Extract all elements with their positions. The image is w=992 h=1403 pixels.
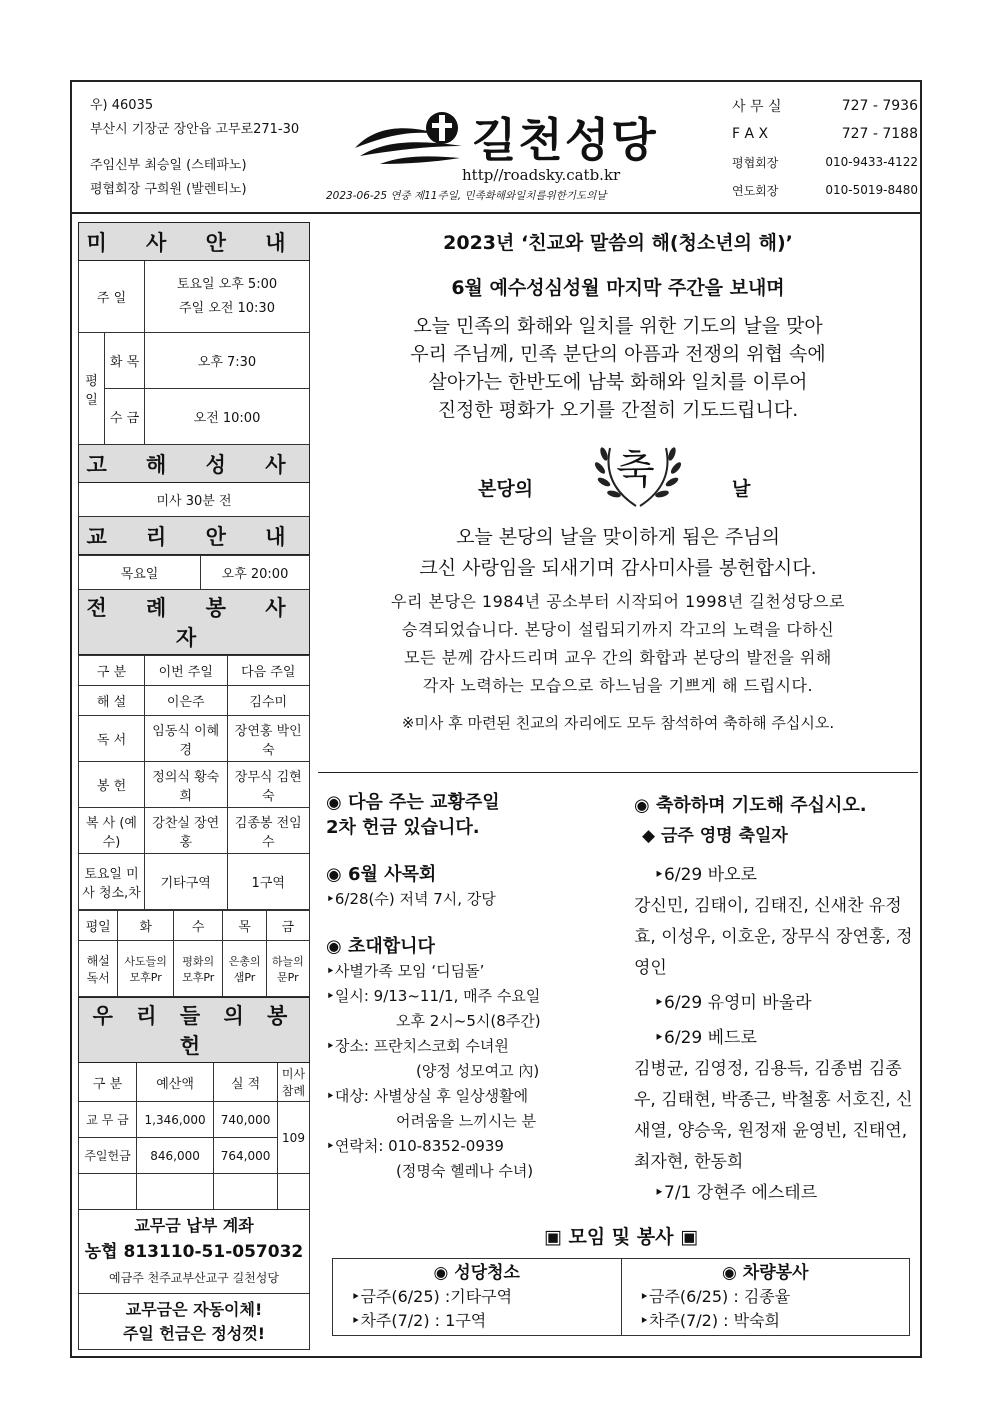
- feastday-names: 강신민, 김태이, 김태진, 신새찬 유정효, 이성우, 이호운, 장무식 장연홍, 정영인: [634, 896, 913, 978]
- contact-fax: F A X 727 - 7188: [732, 126, 918, 142]
- pastor: 주임신부 최승일 (스테파노): [90, 158, 247, 173]
- meetings-section: [332, 1222, 910, 1336]
- weekday-days-2: 수 금: [105, 389, 145, 445]
- weekday-label: 평 일: [79, 333, 105, 445]
- reminder-box: 교무금은 자동이체! 주일 헌금은 정성껏!: [79, 1294, 310, 1350]
- sunday-times: 토요일 오후 5:00 주일 오전 10:30: [145, 261, 310, 333]
- pastoral-text: ‣6/28(수) 저녁 7시, 강당: [326, 890, 496, 908]
- address: 부산시 기장군 장안읍 고무로271-30: [90, 122, 300, 137]
- table-row: 교 무 금 1,346,000 740,000 109: [79, 1102, 310, 1138]
- feast-left: 본당의: [478, 478, 534, 500]
- fellowship-note: ※미사 후 마련된 친교의 자리에도 모두 참석하여 축하해 주십시오.: [401, 714, 835, 732]
- feastday-subtitle: ◆ 금주 영명 축일자: [642, 826, 788, 846]
- confession-text: 미사 30분 전: [79, 483, 310, 517]
- contact-memorial: 연도회장 010-5019-8480: [732, 183, 918, 198]
- feastday-date: ‣6/29 바오로: [654, 865, 757, 885]
- table-row: 해 설 이은주 김수미: [79, 686, 310, 716]
- feastday-date: ‣6/29 베드로: [654, 1028, 757, 1048]
- mass-table: [78, 222, 310, 555]
- church-logo: [326, 100, 732, 210]
- invite-title: ◉ 초대합니다: [326, 936, 435, 957]
- header-left: [90, 94, 299, 202]
- account-box: 교무금 납부 계좌 농협 813110-51-057032 예금주 천주교부산교구 길천성당: [79, 1210, 310, 1294]
- car-service-column: ◉ 차량봉사 ‣금주(6/25) : 김종율 ‣차주(7/2) : 박숙희: [621, 1259, 910, 1335]
- confession-title: 고 해 성 사: [79, 445, 310, 483]
- liturgy-table: 구 분 이번 주일 다음 주일 해 설 이은주 김수미 독 서 임동식 이혜경 장연홍 박인숙 봉 헌 정의식 황숙희 장무식 김현숙 복 사 (예수) 강찬실 장연홍 김종봉 전임수 토요일 미 사 청소,차 기타구역 1구역: [78, 655, 310, 910]
- meetings-box: [332, 1258, 910, 1336]
- feast-banner: [318, 434, 918, 516]
- offering-table: 우 리 들 의 봉 헌 구 분 예산액 실 적 미사 참례 교 무 금 1,346,000 740,000 109 주일헌금 846,000 764,000 교무금 납부 계좌 농협 813110-51-057032 예금주 천주교부산교구 길천성당 교무금은 자동이체! 주일 헌금은 정성껏!: [78, 997, 310, 1350]
- postcode: 우) 46035: [90, 98, 154, 113]
- attendance: 109: [278, 1102, 310, 1174]
- table-row: 토요일 미 사 청소,차 기타구역 1구역: [79, 854, 310, 910]
- table-row: 독 서 임동식 이혜경 장연홍 박인숙: [79, 716, 310, 762]
- feastday-column: [634, 790, 916, 1209]
- cleaning-column: ◉ 성당청소 ‣금주(6/25) :기타구역 ‣차주(7/2) : 1구역: [351, 1263, 520, 1330]
- feastday-date: ‣6/29 유영미 바울라: [654, 993, 812, 1013]
- church-emblem-icon: [350, 106, 470, 176]
- offering-title: 우 리 들 의 봉 헌: [79, 998, 310, 1063]
- feastday-names: 김병균, 김영정, 김용득, 김종범 김종우, 김태현, 박종근, 박철홍 서호진, 신새열, 양승욱, 원정재 윤영빈, 진태연, 최자현, 한동희: [634, 1059, 913, 1172]
- catechism-day: 목요일: [79, 556, 201, 590]
- catechism-table: [78, 555, 310, 655]
- weekday-days-1: 화 목: [105, 333, 145, 389]
- feastday-date: ‣7/1 강현주 에스테르: [654, 1183, 818, 1203]
- table-row: 봉 헌 정의식 황숙희 장무식 김현숙: [79, 762, 310, 808]
- notices-column: [326, 790, 616, 1184]
- catechism-time: 오후 20:00: [201, 556, 310, 590]
- bulletin-page: [70, 80, 922, 1358]
- sidebar: [78, 222, 310, 1350]
- invite-lines: ‣사별가족 모임 ‘디딤돌’ ‣일시: 9/13~11/1, 매주 수요일 오후 2시~5시(8주간) ‣장소: 프란치스코회 수녀원 (양정 성모여고 內) ‣대상: 사별상실 후 일상생활에 어려움을 느끼시는 분 ‣연락처: 010-8352-0939 (정명숙 헬레나 수녀): [326, 962, 541, 1180]
- church-url[interactable]: http//roadsky.catb.kr: [462, 166, 621, 184]
- feast-text: 오늘 본당의 날을 맞이하게 됨은 주님의 크신 사랑임을 되새기며 감사미사를 봉헌합시다.: [419, 526, 817, 579]
- year-title: 2023년 ‘친교와 말씀의 해(청소년의 해)’: [443, 232, 793, 254]
- contact-council: 평협회장 010-9433-4122: [732, 155, 918, 170]
- prayer-text: 오늘 민족의 화해와 일치를 위한 기도의 날을 맞아 우리 주님께, 민족 분단의 아픔과 전쟁의 위협 속에 살아가는 한반도에 남북 화해와 일치를 이루어 진정한 평화가 오기를 간절히 기도드립니다.: [410, 315, 826, 421]
- feast-char: 축: [616, 447, 655, 493]
- weekday-time-1: 오후 7:30: [145, 333, 310, 389]
- feastday-title: ◉ 축하하며 기도해 주십시오.: [634, 795, 867, 816]
- laurel-icon: [588, 434, 688, 516]
- divider: [318, 772, 918, 773]
- table-row: 복 사 (예수) 강찬실 장연홍 김종봉 전임수: [79, 808, 310, 854]
- liturgy-title: 전 례 봉 사 자: [79, 590, 310, 655]
- pope-sunday-notice: ◉ 다음 주는 교황주일 2차 헌금 있습니다.: [326, 792, 500, 838]
- council-president: 평협회장 구희원 (발렌티노): [90, 182, 247, 197]
- catechism-title: 교 리 안 내: [79, 517, 310, 555]
- main-content: [318, 222, 918, 1203]
- contact-office: 사 무 실 727 - 7936: [732, 98, 918, 115]
- weekday-liturgy-table: 평일 화 수 목 금 해설 독서 사도들의 모후Pr 평화의 모후Pr 은총의 샘Pr 하늘의 문Pr: [78, 910, 310, 997]
- issue-line: 2023-06-25 연중 제11주일, 민족화해와일치를위한기도의날: [326, 190, 607, 202]
- weekday-time-2: 오전 10:00: [145, 389, 310, 445]
- pastoral-title: ◉ 6월 사목회: [326, 864, 437, 885]
- month-title: 6월 예수성심성월 마지막 주간을 보내며: [451, 277, 785, 299]
- meetings-title: ▣ 모임 및 봉사 ▣: [543, 1226, 699, 1248]
- sunday-label: 주 일: [79, 261, 145, 333]
- history-text: 우리 본당은 1984년 공소부터 시작되어 1998년 길천성당으로 승격되었습니다. 본당이 설립되기까지 각고의 노력을 다하신 모든 분께 감사드리며 교우 간의 화합과 본당의 발전을 위해 각자 노력하는 모습으로 하느님을 기쁘게 해 드립시다.: [390, 592, 846, 695]
- table-row: 주일헌금 846,000 764,000: [79, 1138, 310, 1174]
- church-name: 길천성당: [472, 113, 658, 167]
- mass-title: 미 사 안 내: [79, 223, 310, 261]
- contacts: [732, 92, 918, 204]
- header: [72, 82, 920, 214]
- feast-right: 날: [732, 478, 751, 500]
